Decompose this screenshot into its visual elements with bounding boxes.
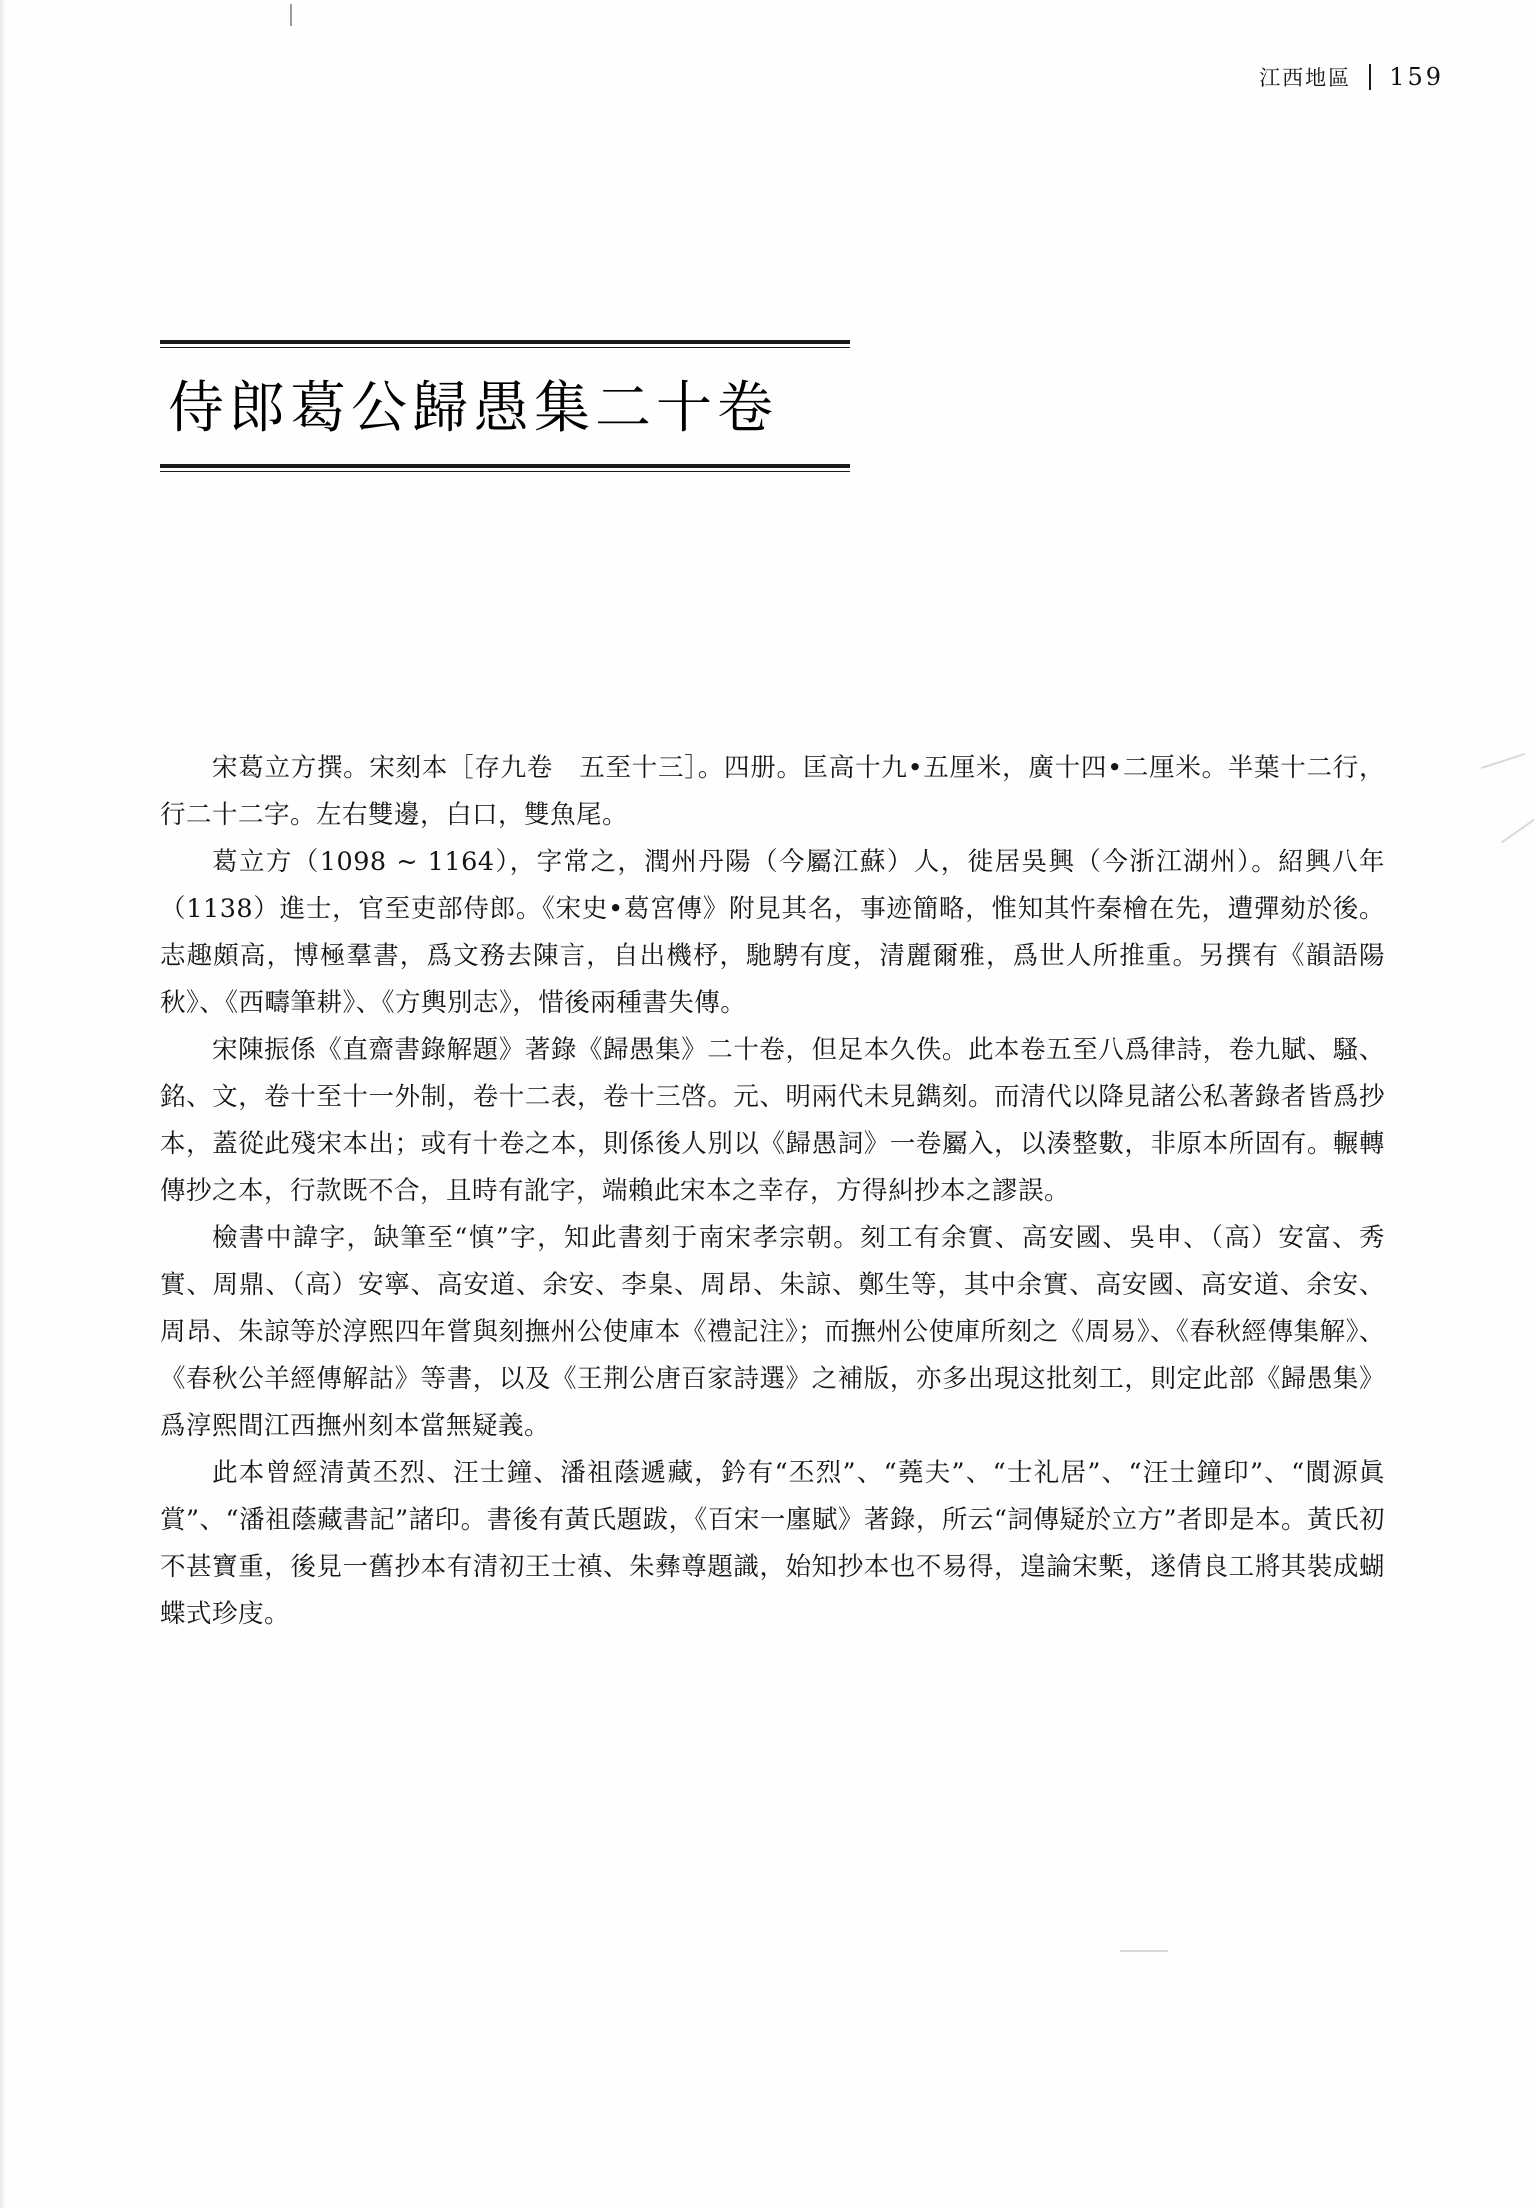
page-title: 侍郎葛公歸愚集二十卷 xyxy=(168,376,778,441)
header-divider xyxy=(1369,64,1371,90)
page-number: 159 xyxy=(1389,63,1444,91)
scan-smudge xyxy=(1501,819,1534,844)
paragraph: 此本曾經清黃丕烈、汪士鐘、潘祖蔭遞藏，鈐有“丕烈”、“蕘夫”、“士礼居”、“汪士鐘印”、“閬源眞賞”、“潘祖蔭藏書記”諸印。書後有黃氏題跋，《百宋一廛賦》著錄，所云“詞傳疑於立方”者即是本。黃氏初不甚寶重，後見一舊抄本有清初王士禛、朱彝尊題識，始知抄本也不易得，遑論宋槧，遂倩良工將其裝成蝴蝶式珍庋。 xyxy=(160,1458,1385,1629)
title-rule-bottom-thin xyxy=(160,471,850,472)
paragraph: 檢書中諱字，缺筆至“慎”字，知此書刻于南宋孝宗朝。刻工有余實、高安國、吳申、（高）安富、秀實、周鼎、（高）安寧、高安道、余安、李臬、周昂、朱諒、鄭生等，其中余實、高安國、高安道、余安、周昂、朱諒等於淳熙四年嘗與刻撫州公使庫本《禮記注》；而撫州公使庫所刻之《周易》、《春秋經傳集解》、《春秋公羊經傳解詁》等書，以及《王荆公唐百家詩選》之補版，亦多出現这批刻工，則定此部《歸愚集》爲淳熙間江西撫州刻本當無疑義。 xyxy=(160,1223,1385,1441)
paragraph: 宋陳振係《直齋書錄解題》著錄《歸愚集》二十卷，但足本久佚。此本卷五至八爲律詩，卷九賦、騷、銘、文，卷十至十一外制，卷十二表，卷十三啓。元、明兩代未見鐫刻。而清代以降見諸公私著錄者皆爲抄本，蓋從此殘宋本出；或有十卷之本，則係後人別以《歸愚詞》一卷屬入，以湊整數，非原本所固有。輾轉傳抄之本，行款既不合，且時有訛字，端賴此宋本之幸存，方得糾抄本之謬誤。 xyxy=(160,1035,1385,1206)
scan-smudge xyxy=(1481,753,1525,769)
body-text xyxy=(160,745,1385,1638)
page-header xyxy=(1259,62,1444,92)
paragraph: 宋葛立方撰。宋刻本［存九卷 五至十三］。四册。匡高十九•五厘米，廣十四•二厘米。半葉十二行，行二十二字。左右雙邊，白口，雙魚尾。 xyxy=(160,753,1385,830)
title-rule-bottom xyxy=(160,464,850,468)
header-region-label: 江西地區 xyxy=(1259,66,1352,90)
title-rule-top xyxy=(160,340,850,344)
scan-edge-artifact xyxy=(0,0,6,2208)
title-block xyxy=(160,340,850,472)
scan-smudge xyxy=(1120,1950,1168,1952)
scan-speck xyxy=(290,4,292,26)
paragraph: 葛立方（1098 ~ 1164），字常之，潤州丹陽（今屬江蘇）人，徙居吳興（今浙江湖州）。紹興八年（1138）進士，官至吏部侍郎。《宋史•葛宮傳》附見其名，事迹簡略，惟知其忤秦檜在先，遭彈劾於後。志趣頗高，博極羣書，爲文務去陳言，自出機杼，馳騁有度，清麗爾雅，爲世人所推重。另撰有《韻語陽秋》、《西疇筆耕》、《方輿別志》，惜後兩種書失傳。 xyxy=(160,847,1385,1018)
